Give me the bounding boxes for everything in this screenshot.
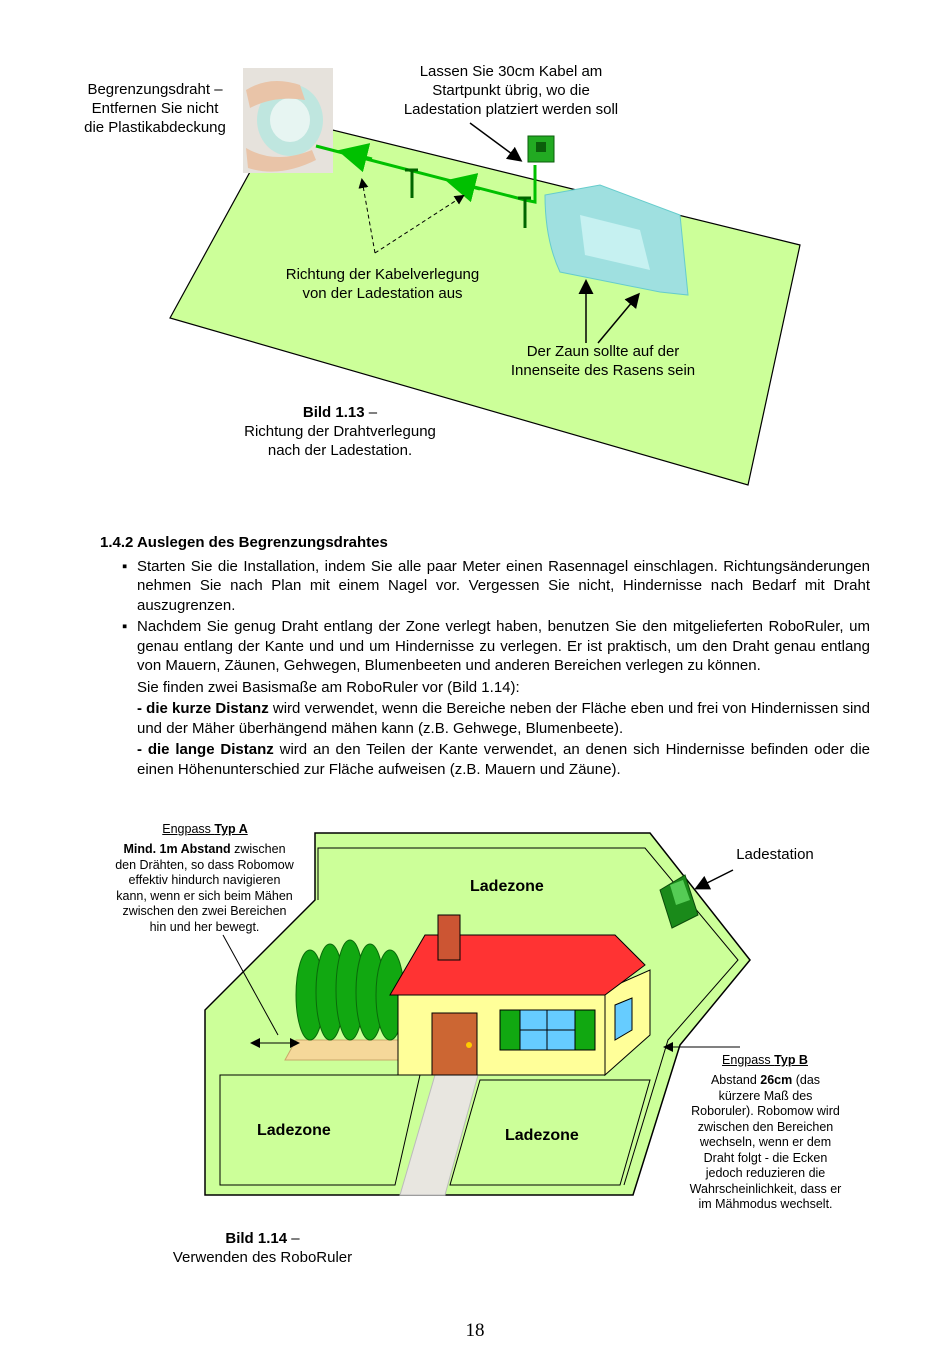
short-distance-paragraph: - die kurze Distanz wird verwendet, wenn die Bereiche neben der Fläche eben und frei von Hindernissen sind und der Mäher überhängend mähen kann (z.B. Gehwege, Blumenbeete). [137,700,870,737]
house [390,915,650,1075]
section-1-4-2 [100,533,870,779]
zone-left-label: Ladezone [257,1122,331,1139]
type-b-title: Engpass Typ B [722,1053,808,1067]
bullet-icon: ▪ [122,557,128,575]
direction-label: Richtung der Kabelverlegung von der Ladestation aus [285,266,480,302]
fence-label: Der Zaun sollte auf der Innenseite des Rasens sein [510,343,696,379]
figure-1-13-caption: Bild 1.13 – Richtung der Drahtverlegung nach der Ladestation. [244,404,436,459]
wire-spool-photo [243,68,333,173]
cable-label: Lassen Sie 30cm Kabel am Startpunkt übrig, wo die Ladestation platziert werden soll [403,63,619,118]
long-distance-paragraph: - die lange Distanz wird an den Teilen der Kante verwendet, an denen sich Hindernisse befinden oder die einen Höhenunterschied zur Fläche aufweisen (z.B. Mauern und Zäune). [137,741,870,778]
zone-top-label: Ladezone [470,878,544,895]
start-connector [528,136,554,162]
bullet-icon: ▪ [122,618,128,635]
type-a-description: Mind. 1m Abstand zwischen den Drähten, so dass Robomow effektiv hindurch navigieren kann, wenn er sich beim Mähen zwischen den zwei Bereichen hin und her bewegt. [115,842,294,934]
intro-paragraph: Sie finden zwei Basismaße am RoboRuler vor (Bild 1.14): [137,678,520,696]
flower-bed [285,1040,400,1060]
section-heading: 1.4.2 Auslegen des Begrenzungsdrahtes [100,534,388,551]
list-item: ▪ Starten Sie die Installation, indem Sie alle paar Meter einen Rasennagel einschlagen. Richtungsänderungen nehmen Sie nach Plan mit einem Nagel vor. Vergessen Sie nicht, Hindernisse nach Bedarf mit Draht auszugrenzen. [122,557,870,614]
figure-1-14-caption: Bild 1.14 – Verwenden des RoboRuler [172,1230,353,1266]
bullet-list [100,557,870,676]
type-b-description: Abstand 26cm (das kürzere Maß des Roboruler). Robomow wird zwischen den Bereichen wechseln, wenn er dem Draht folgt - die Ecken jedoch reduzieren die Wahrscheinlichkeit, dass er im Mähmodus wechselt. [689,1073,842,1211]
tree-row [296,940,404,1040]
list-item: ▪ Nachdem Sie genug Draht entlang der Zone verlegt haben, benutzen Sie den mitgelieferten RoboRuler, um genau entlang der Kante und und um Hindernisse zu verlegen. Er ist praktisch, um den Draht genau entlang von Mauern, Zäunen, Gehwegen, Blumenbeeten und anderen Bereichen verlegen zu können. [122,618,870,674]
wire-label: Begrenzungsdraht – Entfernen Sie nicht die Plastikabdeckung [84,81,226,136]
zone-right-label: Ladezone [505,1127,579,1144]
page-number: 18 [465,1320,485,1341]
charging-station-label: Ladestation [736,846,814,863]
type-a-title: Engpass Typ A [162,822,248,836]
